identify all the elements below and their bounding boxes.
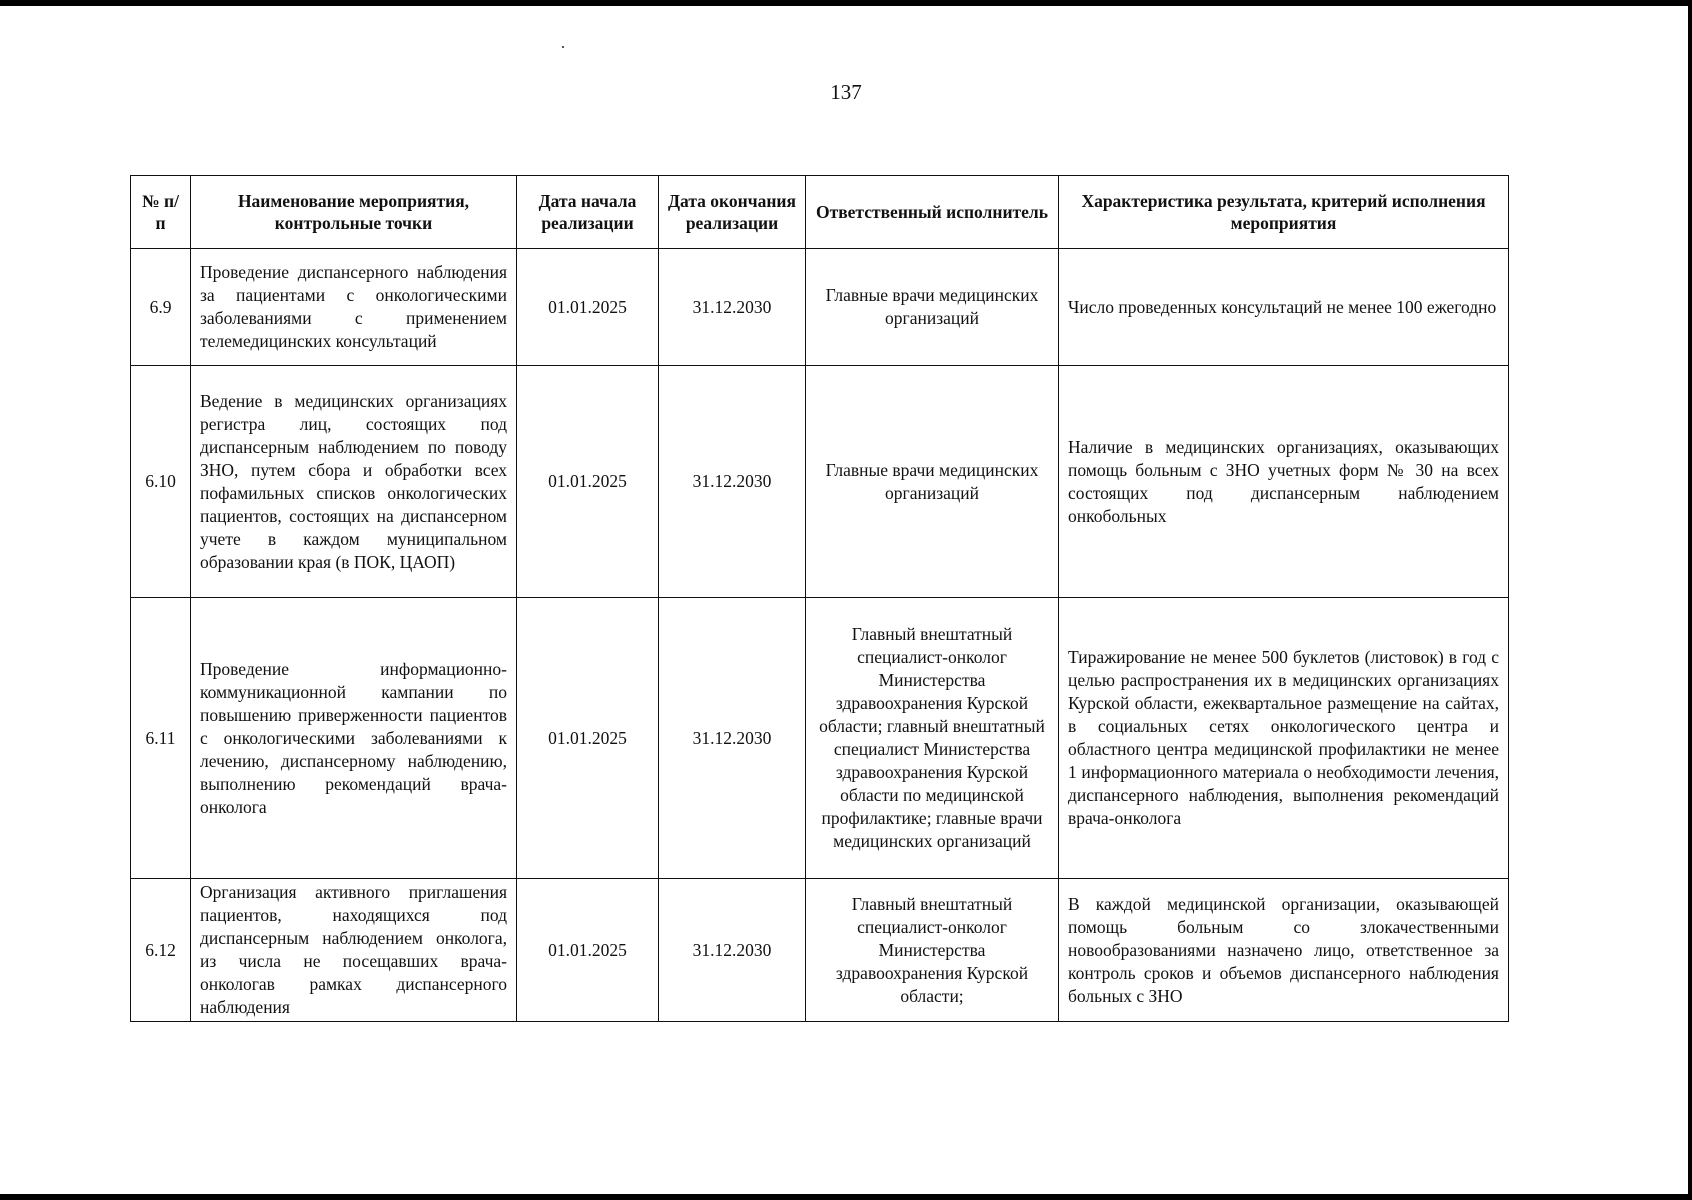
table-row <box>131 249 1509 366</box>
header-responsible: Ответственный исполнитель <box>806 176 1059 249</box>
end-date: 31.12.2030 <box>659 598 806 879</box>
row-number: 6.11 <box>131 598 191 879</box>
result: Наличие в медицинских организациях, оказывающих помощь больным с ЗНО учетных форм № 30 на всех состоящих под диспансерным наблюдением онкобольных <box>1059 366 1509 598</box>
scan-edge-bottom <box>0 1194 1692 1200</box>
activity-name: Организация активного приглашения пациентов, находящихся под диспансерным наблюдением онколога, из числа не посещавших врача-онкологав рамках диспансерного наблюдения <box>191 879 517 1022</box>
header-number: № п/п <box>131 176 191 249</box>
start-date: 01.01.2025 <box>517 598 659 879</box>
result: Тиражирование не менее 500 буклетов (листовок) в год с целью распространения их в медицинских организациях Курской области, ежеквартальное размещение на сайтах, в социальных сетях онкологического центра и областного центра медицинской профилактики не менее 1 информационного материала о необходимости лечения, диспансерного наблюдения, выполнения рекомендаций врача-онколога <box>1059 598 1509 879</box>
scan-edge-top <box>0 0 1692 6</box>
table-header-row <box>131 176 1509 249</box>
scan-speck <box>562 46 564 48</box>
table-row <box>131 879 1509 1022</box>
row-number: 6.9 <box>131 249 191 366</box>
header-result: Характеристика результата, критерий исполнения мероприятия <box>1059 176 1509 249</box>
page-number: 137 <box>830 80 862 104</box>
result: В каждой медицинской организации, оказывающей помощь больным со злокачественными новообразованиями назначено лицо, ответственное за контроль сроков и объемов диспансерного наблюдения больных с ЗНО <box>1059 879 1509 1022</box>
row-number: 6.10 <box>131 366 191 598</box>
scan-edge-right <box>1688 0 1692 1200</box>
header-start-date: Дата начала реализации <box>517 176 659 249</box>
responsible: Главный внештатный специалист-онколог Министерства здравоохранения Курской области; главный внештатный специалист Министерства здравоохранения Курской области по медицинской профилактике; главные врачи медицинских организаций <box>806 598 1059 879</box>
end-date: 31.12.2030 <box>659 249 806 366</box>
end-date: 31.12.2030 <box>659 879 806 1022</box>
activity-name: Ведение в медицинских организациях регистра лиц, состоящих под диспансерным наблюдением по поводу ЗНО, путем сбора и обработки всех пофамильных списков онкологических пациентов, состоящих на диспансерном учете в каждом муниципальном образовании края (в ПОК, ЦАОП) <box>191 366 517 598</box>
start-date: 01.01.2025 <box>517 879 659 1022</box>
responsible: Главный внештатный специалист-онколог Министерства здравоохранения Курской области; <box>806 879 1059 1022</box>
responsible: Главные врачи медицинских организаций <box>806 366 1059 598</box>
result: Число проведенных консультаций не менее 100 ежегодно <box>1059 249 1509 366</box>
table-row <box>131 598 1509 879</box>
header-end-date: Дата окончания реализации <box>659 176 806 249</box>
table-row <box>131 366 1509 598</box>
activity-name: Проведение диспансерного наблюдения за пациентами с онкологическими заболеваниями с применением телемедицинских консультаций <box>191 249 517 366</box>
activity-name: Проведение информационно-коммуникационной кампании по повышению приверженности пациентов с онкологическими заболеваниями к лечению, диспансерному наблюдению, выполнению рекомендаций врача-онколога <box>191 598 517 879</box>
row-number: 6.12 <box>131 879 191 1022</box>
activities-table <box>130 175 1509 1022</box>
end-date: 31.12.2030 <box>659 366 806 598</box>
responsible: Главные врачи медицинских организаций <box>806 249 1059 366</box>
start-date: 01.01.2025 <box>517 249 659 366</box>
header-activity-name: Наименование мероприятия, контрольные точки <box>191 176 517 249</box>
start-date: 01.01.2025 <box>517 366 659 598</box>
